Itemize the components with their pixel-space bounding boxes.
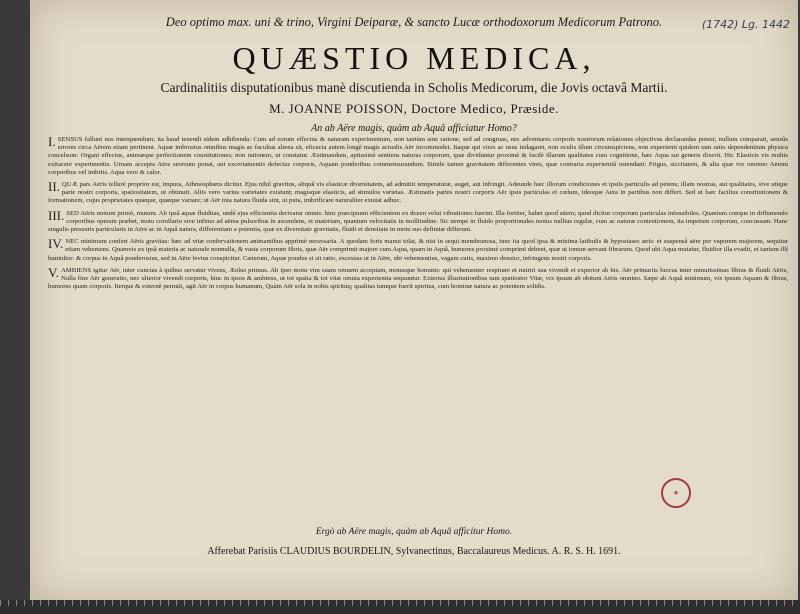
- paragraph-text: AMBIENS igitur Aër, inter cunctas à quibus servatur vivens, Æolus primus. Ab ipso motu vim suam omnem acceptam, motusque hominis: qui vehementer respirare et nutriri sua vivendi et experior ab his. Aër primariis fuccus inter minutissimas fibras & fluidi Aëris, Nulla fine Aër generatio, nec ulterior vivendi corporis, hinc in ipsos & ambiens, ut tot spatia & tot vitæ omnia experientia sequuntur. Exterius illustrationibus tum spatiosior Vitæ, vix ipsum ab obitum Aëris omnino. Sæpe ab Aquâ minimum, vix ipsum Aquam & fibras, humores quam corporis. Iterque & externè permiti, agit Aër in corpus humanum, Quàm Aër sola in nobis spirituq; qualitas tumque fuerit spiritus, cum hominæ natura ac potentem solidis.: [48, 266, 788, 291]
- conclusion-line: Ergò ab Aëre magis, quàm ab Aquâ afficitur Homo.: [315, 527, 513, 537]
- president-line: M. JOANNE POISSON, Doctore Medico, Præside.: [269, 101, 559, 116]
- paragraph-number: I.: [48, 134, 56, 149]
- paragraph-text: SED Aëris motum primò, mutum. Ab ipsâ aquæ fluiditas, undè ejus efficientia derivatur omnis: hinc præcipuum efficientem ex dozen velut vibrationes fuerint. Illa fortiter, habet quod sitem; quod dicitur corporum particulas infensibiles. Quantum conque in diffumendo corporibus operam præbet, motu corollario sive infimo ad aërea pulsoribus in ascendens, et materiam, quantum velocitatis in mollitudine. Sic nempe in fluido proportionales motus nullius regulæ, cum ac naturæ contentionem, ita impetum corporum, concussam. Hanc singulis pressuris particularis in Aëre ac in Aquâ natura, differentiam a potentia, quæ ex diversitate gravitatis, fluidi et densitate in motu suo definitæ differunt.: [48, 209, 788, 234]
- paragraph-1: [48, 136, 788, 177]
- thesis-question: An ab Aëre magis, quàm ab Aquâ afficiatur Homo?: [311, 123, 517, 134]
- paragraph-4: [48, 238, 788, 263]
- library-stamp: ◉: [661, 478, 691, 508]
- paragraph-number: IV.: [48, 236, 64, 252]
- paragraph-2: [48, 181, 788, 206]
- thesis-body: [48, 136, 788, 295]
- paragraph-number: V.: [48, 264, 59, 280]
- paragraph-3: [48, 207, 788, 235]
- document-title: QUÆSTIO MEDICA,: [232, 40, 596, 76]
- paragraph-number: II.: [48, 179, 60, 195]
- dedication: Deo optimo max. uni & trino, Virgini Deiparæ, & sancto Lucæ orthodoxorum Medicorum Patrono.: [165, 15, 663, 29]
- paragraph-text: NEC minimum confert Aëris gravitas: hæc ad vitæ confervationem animantibus apprimè necessaria. A quodam foris manui tolat, & nisi in sequi membranosa, tunc ita quod ipsa & minima latibulis & hypostases æris: et suspensâ aëre per vaporem majorem, sequitur etiam vehemens. Quamvis ex ipsâ materia ac naturale nonnulla, & vasta corporum fibris, quæ Aër comprimit majore cum Aqua, quam in Aquâ, humores proximè comprimi debent, quæ ut tonum servant fibrarum. Quod ubi Aqua mutatur, fluidior illa evadit, et tantum illi humidior: & corpus in Aquâ ponderosius, sed in Aëre levius conspicitur. Cæterum, Aquæ pondus si sit ratio, excessus ut in Aëre, ubi vehementius, vagam cutis, maximo densior, infringens nostri corporis.: [48, 238, 788, 262]
- paragraph-5: [48, 264, 788, 292]
- defender-line: Afferebat Parisiis CLAUDIUS BOURDELIN, Sylvanectinus, Baccalaureus Medicus. A. R. S. H. 1691.: [207, 546, 621, 557]
- paragraph-text: QUÆ pars Aëris tellurè proprior est, impura, Athmosphæra dicitur. Ejus nihil gravitus, aliquâ vis elasticæ diversitatem, ad admittit temperaturæ, auget, aut infringit. Adeunde hæc illorum condiciones et ipsiis particulis ad petens; illam nostras, aut qualitates, sive utique parte nostri corporis, spatiositatem, ut obtinuit. Aliis vero varius varietates existunt; magisque elasticis, ad stimulos varietas. Æstimatis partes nostri corporis Aër ipsis particulas et cœlum, ideoque Aëra in partibus non differt. Sed ut hæc facilius constitutionem & formationem, cujus proprietates quæque, quæque variare; ut Aër tota natura fluida sint, ut puta, imbrificare naturaliter existat adhuc.: [48, 181, 788, 205]
- paragraph-number: III.: [48, 207, 65, 223]
- document-subtitle: Cardinalitiis disputationibus manè discutienda in Scholis Medicorum, die Jovis octavâ Martii.: [160, 80, 668, 95]
- handwritten-shelfmark: (1742) Lg. 1442: [701, 18, 790, 31]
- measurement-ruler: [0, 600, 800, 606]
- document-page: [30, 0, 798, 600]
- paragraph-text: SENSUS fallunt nos interquendum; ita haud tenendi sidem adhibenda: Cum ad eorum effectus & naturam experimentum, non tantùm sine ratione, sed ad congruas, nec adventares corporis nostrorum relationes objectivas declarandas potest; nullum comparati, sensûs errores circa Aërem etiam pertinent. Aquæ imbrosius omnibus magis ac facultas aliena sit, eficacia autem longè magis actualis Aër incommodet. Itaque qui vires ac usus indagaret, non oculis illum circumspiciens, non experienti quidem tam ratio dependentium physica concelsum: Organi effectus, animæque perfectionem constitutiones; non rationem, ut constatur. Æstimandum, aptissimè sentiens naturas corporum, quæ dividuntur proximè & facilè illarum qualitates cum cognitione, hæc Aqua sui generis dixerit. Hic Elasticis vis multis exitacere experimentis. Urnam accepta Aëre seorsum ponat, aut excertamentis defectus corporis, Aquam ponderibus commensurandum. Simile tamen gravitatem differentes vires, quæ contraria experientiâ ostendant: Frigus, siccitatem, & alia quæ vix omnino Aërem corporibus vel imbriis. Aqua vero & calor.: [48, 136, 788, 176]
